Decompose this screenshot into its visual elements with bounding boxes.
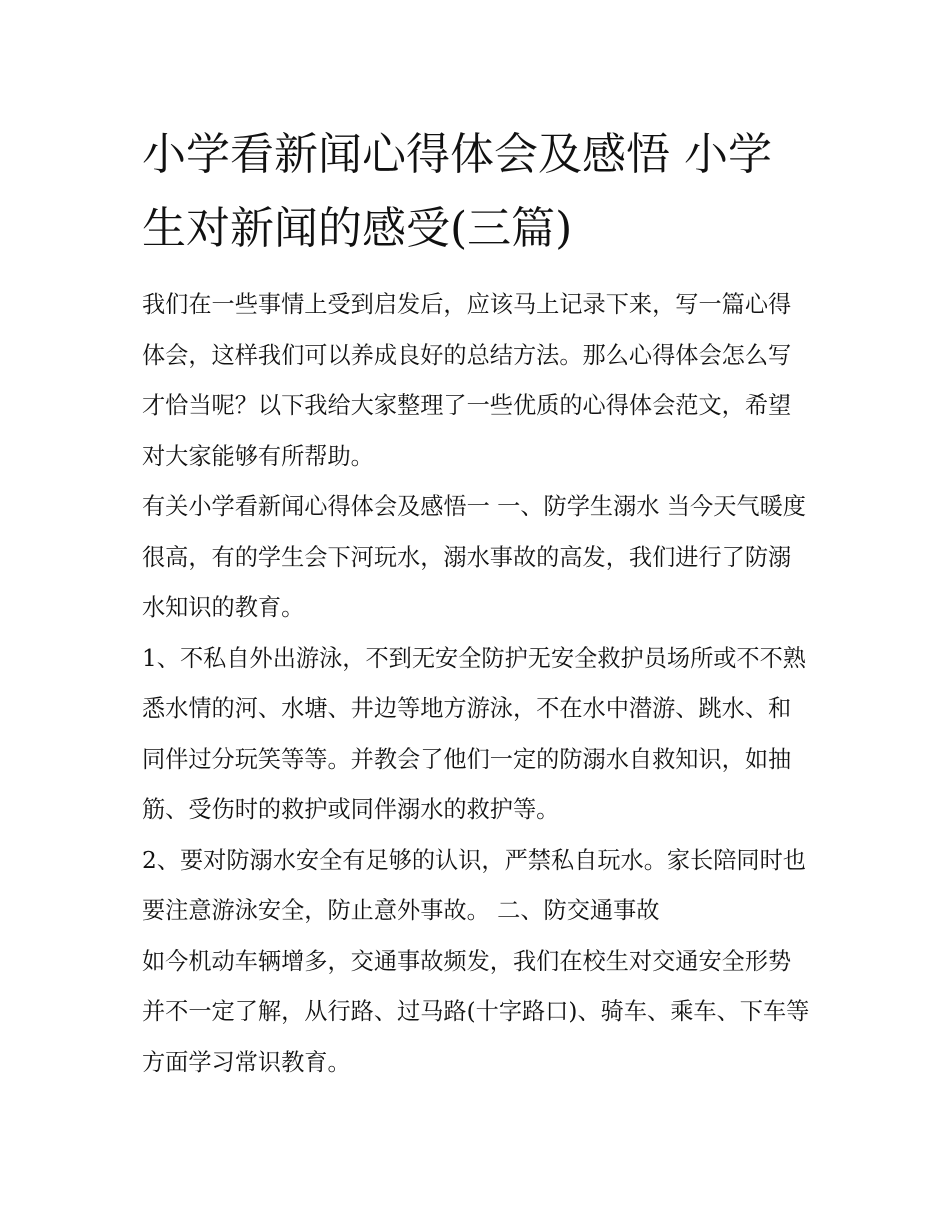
paragraph-traffic: 如今机动车辆增多，交通事故频发，我们在校生对交通安全形势并不一定了解，从行路、过马路(十字路口)、骑车、乘车、下车等方面学习常识教育。 xyxy=(142,947,810,1076)
paragraph-item-2: 2、要对防溺水安全有足够的认识，严禁私自玩水。家长陪同时也要注意游泳安全，防止意外事故。 二、防交通事故 xyxy=(142,846,806,924)
paragraph-item-1: 1、不私自外出游泳，不到无安全防护无安全救护员场所或不不熟悉水情的河、水塘、井边等地方游泳，不在水中潜游、跳水、和同伴过分玩笑等等。并教会了他们一定的防溺水自救知识，如抽筋、受伤时的救护或同伴溺水的救护等。 xyxy=(142,644,806,823)
paragraph-section-one: 有关小学看新闻心得体会及感悟一 一、防学生溺水 当今天气暖度很高，有的学生会下河玩水，溺水事故的高发，我们进行了防溺水知识的教育。 xyxy=(142,493,806,621)
paragraph-intro: 我们在一些事情上受到启发后，应该马上记录下来，写一篇心得体会，这样我们可以养成良好的总结方法。那么心得体会怎么写才恰当呢？以下我给大家整理了一些优质的心得体会范文，希望对大家能够有所帮助。 xyxy=(142,291,792,470)
document-title: 小学看新闻心得体会及感悟 小学生对新闻的感受(三篇) xyxy=(142,129,772,254)
document-page xyxy=(142,118,814,1088)
